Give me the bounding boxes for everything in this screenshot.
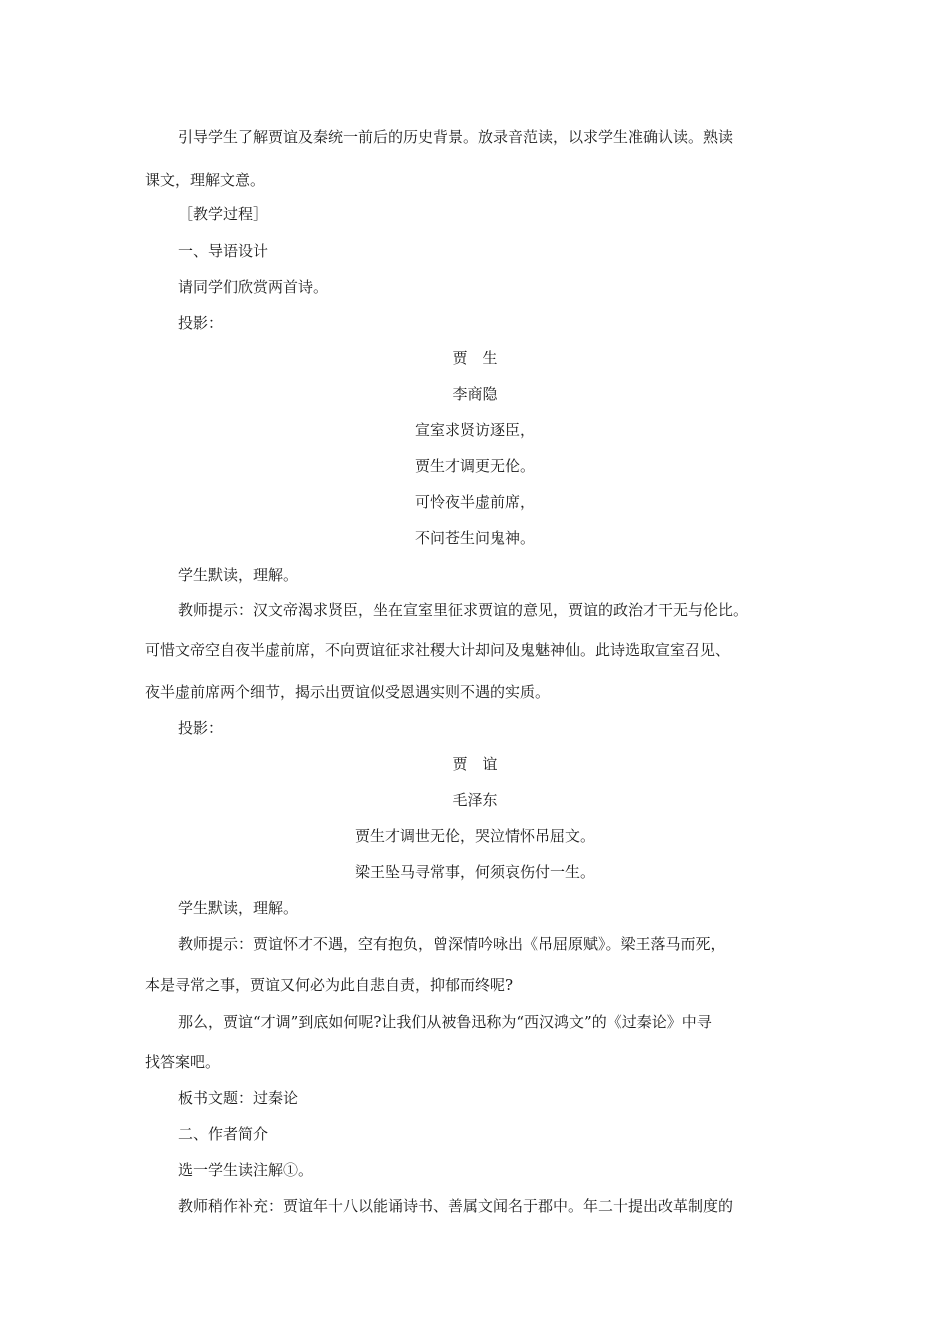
paragraph-silent-reading-2: 学生默读，理解。 xyxy=(178,899,299,917)
subheading-author-intro: 二、作者简介 xyxy=(178,1125,269,1143)
paragraph-question-line-2: 找答案吧。 xyxy=(145,1053,221,1071)
paragraph-silent-reading-1: 学生默读，理解。 xyxy=(178,566,299,584)
poem-2-line-2: 梁王坠马寻常事，何须哀伤付一生。 xyxy=(354,863,595,881)
poem-2-title: 贾 谊 xyxy=(452,755,498,773)
paragraph-board-title: 板书文题：过秦论 xyxy=(178,1089,299,1107)
poem-1-line-4: 不问苍生问鬼神。 xyxy=(414,529,535,547)
paragraph-question-line-1: 那么，贾谊“才调”到底如何呢?让我们从被鲁迅称为“西汉鸿文”的《过秦论》中寻 xyxy=(178,1013,712,1031)
label-projection-1: 投影： xyxy=(178,314,224,332)
teacher-hint-1-line-1: 教师提示：汉文帝渴求贤臣，坐在宣室里征求贾谊的意见，贾谊的政治才干无与伦比。 xyxy=(178,601,749,619)
teacher-hint-2-line-2: 本是寻常之事，贾谊又何必为此自悲自责，抑郁而终呢? xyxy=(145,976,514,994)
intro-paragraph-line-1: 引导学生了解贾谊及秦统一前后的历史背景。放录音范读，以求学生准确认读。熟读 xyxy=(178,128,734,146)
poem-1-line-1: 宣室求贤访逐臣， xyxy=(414,421,535,439)
poem-1-title: 贾 生 xyxy=(452,349,498,367)
teacher-hint-2-line-1: 教师提示：贾谊怀才不遇，空有抱负，曾深情吟咏出《吊屈原赋》。梁王落马而死， xyxy=(178,935,726,953)
poem-2-author: 毛泽东 xyxy=(452,791,498,809)
teacher-supplement-line-1: 教师稍作补充：贾谊年十八以能诵诗书、善属文闻名于郡中。年二十提出改革制度的 xyxy=(178,1197,734,1215)
label-projection-2: 投影： xyxy=(178,719,224,737)
teacher-hint-1-line-3: 夜半虚前席两个细节，揭示出贾谊似受恩遇实则不遇的实质。 xyxy=(145,683,551,701)
intro-paragraph-line-2: 课文，理解文意。 xyxy=(145,171,266,189)
poem-1-line-2: 贾生才调更无伦。 xyxy=(414,457,535,475)
poem-1-line-3: 可怜夜半虚前席， xyxy=(414,493,535,511)
paragraph-read-annotation: 选一学生读注解①。 xyxy=(178,1161,314,1179)
poem-1-author: 李商隐 xyxy=(452,385,498,403)
poem-2-line-1: 贾生才调世无伦，哭泣情怀吊屈文。 xyxy=(354,827,595,845)
paragraph-appreciate-poems: 请同学们欣赏两首诗。 xyxy=(178,278,329,296)
section-heading-teaching-process: ［教学过程］ xyxy=(178,205,269,223)
subheading-intro-design: 一、导语设计 xyxy=(178,242,269,260)
teacher-hint-1-line-2: 可惜文帝空自夜半虚前席，不向贾谊征求社稷大计却问及鬼魅神仙。此诗选取宣室召见、 xyxy=(145,641,731,659)
